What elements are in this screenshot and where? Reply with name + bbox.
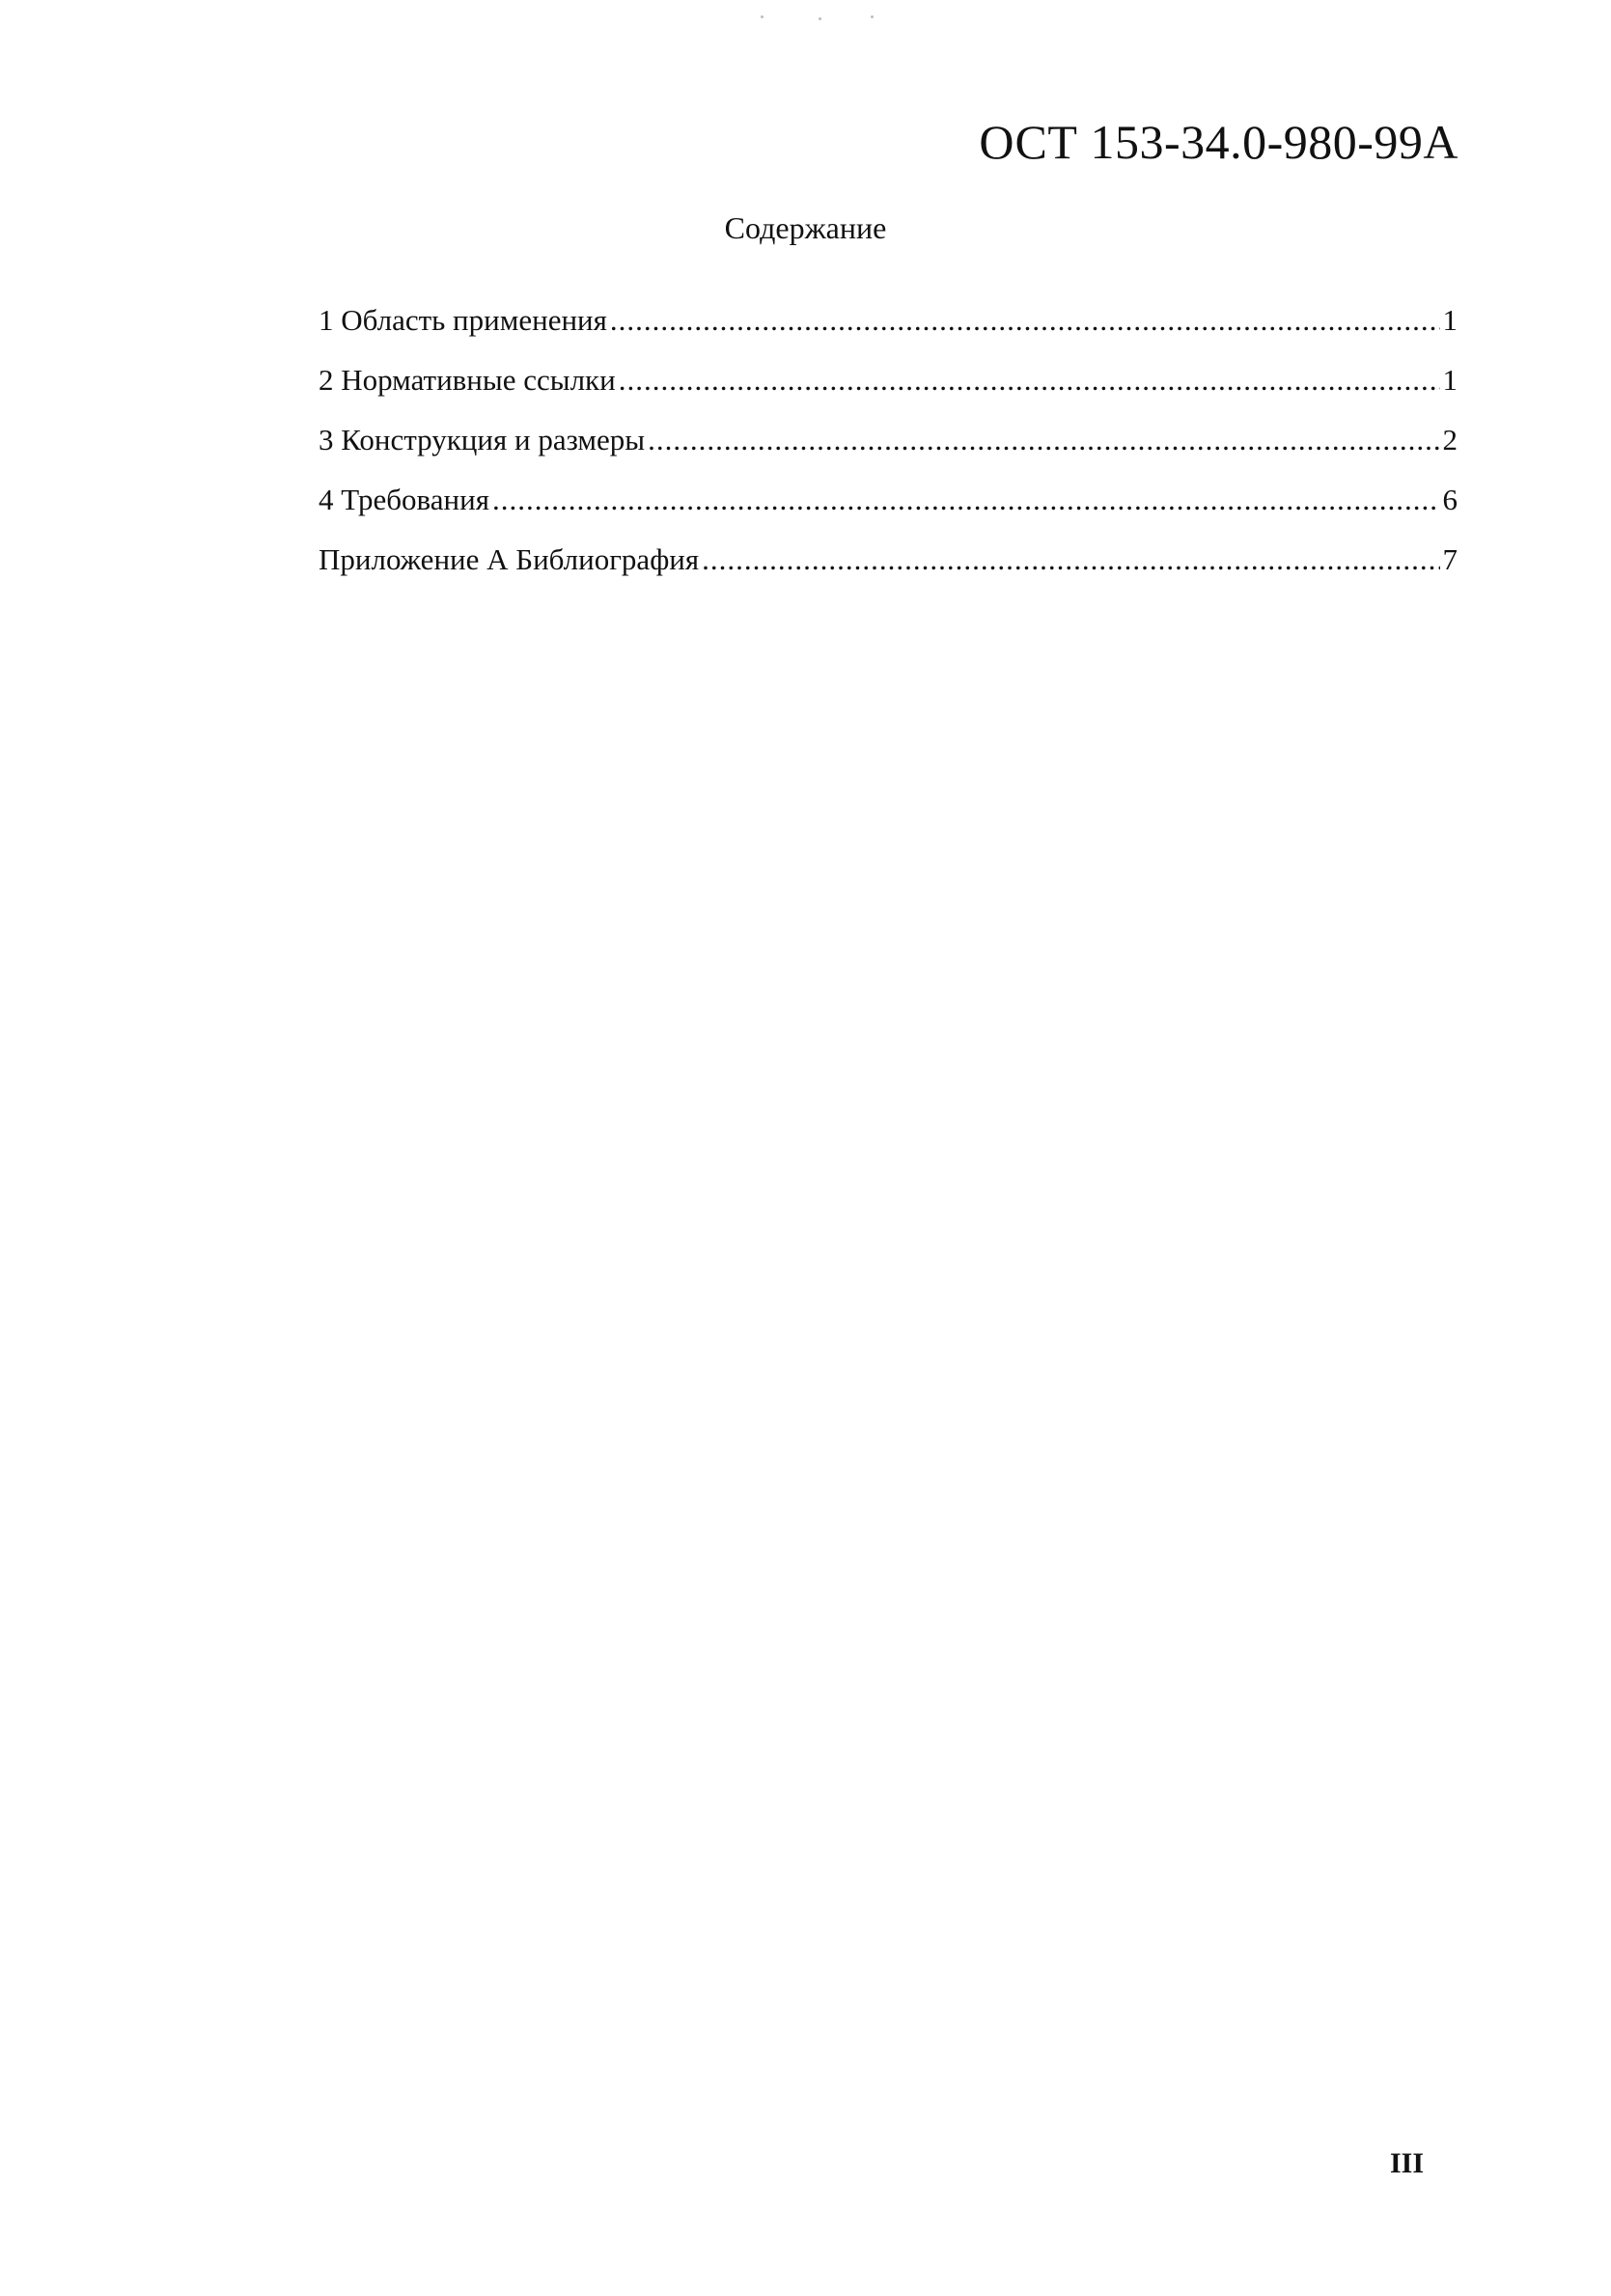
toc-entry-page: 1 [1442,363,1458,397]
document-code: ОСТ 153-34.0-980-99А [979,115,1458,169]
toc-entry-page: 2 [1442,423,1458,456]
toc-entry-scope[interactable] [319,299,1458,359]
toc-entry-label: 2 Нормативные ссылки [319,363,616,397]
table-of-contents [319,299,1458,598]
toc-title: Содержание [724,210,887,245]
toc-entry-requirements[interactable] [319,479,1458,539]
toc-dot-leader [610,299,1440,342]
toc-dot-leader [619,359,1440,401]
toc-entry-label: 4 Требования [319,483,489,516]
scan-speck [871,15,874,18]
scan-speck [819,17,821,20]
toc-entry-label: 3 Конструкция и размеры [319,423,646,456]
toc-entry-label: 1 Область применения [319,303,607,337]
toc-entry-page: 7 [1442,542,1458,576]
toc-entry-design-and-dimensions[interactable] [319,419,1458,479]
toc-dot-leader [702,539,1439,581]
toc-dot-leader [648,419,1439,461]
toc-entry-label: Приложение А Библиография [319,542,700,576]
scan-speck [761,15,764,18]
toc-entry-page: 6 [1442,483,1458,516]
toc-entry-normative-references[interactable] [319,359,1458,419]
toc-dot-leader [492,479,1440,521]
toc-entry-appendix-bibliography[interactable] [319,539,1458,598]
page-number: III [1390,2147,1425,2179]
toc-entry-page: 1 [1442,303,1458,337]
